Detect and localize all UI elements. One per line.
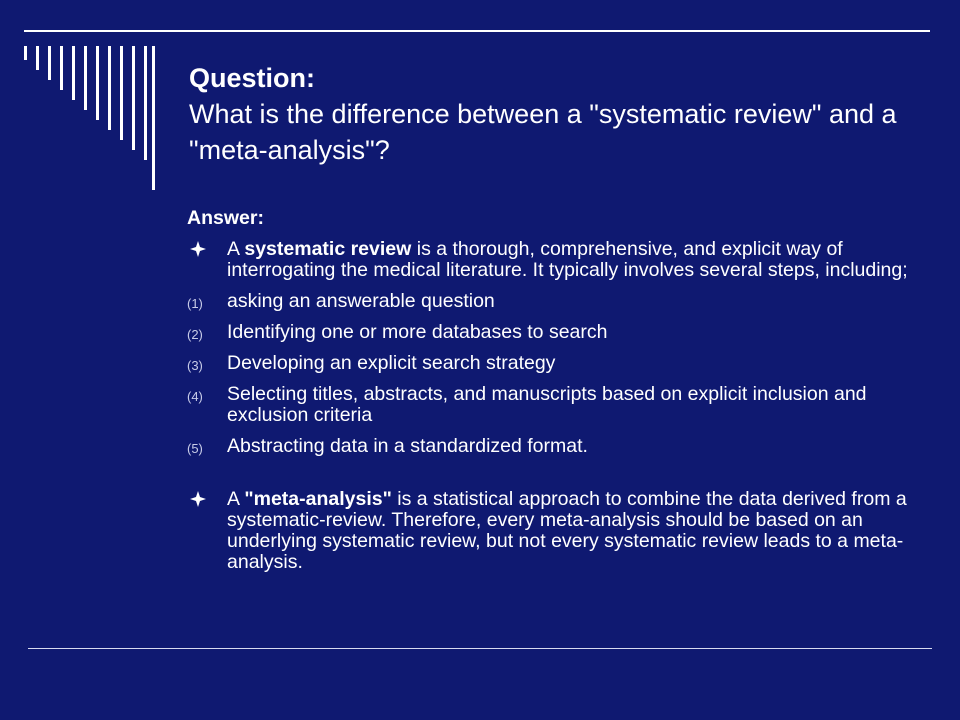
answer-label: Answer:: [187, 207, 264, 229]
step-item: [187, 436, 927, 457]
bullet2-pre: A: [227, 488, 245, 510]
question-label: Question:: [189, 63, 315, 93]
step-item: [187, 353, 927, 374]
top-rule: [24, 30, 930, 32]
diamond-bullet-icon: [190, 491, 206, 507]
step-text: Abstracting data in a standardized format.: [227, 435, 588, 457]
bullet-systematic-review: [187, 239, 927, 281]
question-text: What is the difference between a "systematic review" and a "meta-analysis"?: [189, 99, 897, 165]
slide-title: [189, 60, 929, 168]
vertical-bars: [24, 46, 155, 190]
step-item: [187, 291, 927, 312]
step-text: Selecting titles, abstracts, and manuscripts based on explicit inclusion and exclusion criteria: [227, 383, 867, 426]
step-number: (5): [187, 441, 203, 456]
bullet1-pre: A: [227, 238, 245, 260]
step-text: asking an answerable question: [227, 290, 495, 312]
bullet1-post: is a thorough, comprehensive, and explicit way of interrogating the medical literature. It typically involves several steps, including;: [227, 238, 908, 281]
step-number: (4): [187, 389, 203, 404]
diamond-bullet-icon: [190, 241, 206, 257]
bottom-rule: [28, 648, 932, 649]
bullet2-bold: "meta-analysis": [244, 488, 392, 510]
bullet2-post: is a statistical approach to combine the data derived from a systematic-review. Therefore, every meta-analysis should be based on an underlying systematic review, but not every systematic review leads to a meta-analysis.: [227, 488, 907, 573]
bullet1-bold: systematic review: [244, 238, 412, 260]
step-number: (2): [187, 327, 203, 342]
step-text: Identifying one or more databases to search: [227, 321, 608, 343]
step-number: (3): [187, 358, 203, 373]
step-item: [187, 384, 927, 426]
step-text: Developing an explicit search strategy: [227, 352, 556, 374]
bullet-meta-analysis: [187, 489, 927, 573]
slide-body: [187, 208, 927, 583]
step-number: (1): [187, 296, 203, 311]
step-item: [187, 322, 927, 343]
